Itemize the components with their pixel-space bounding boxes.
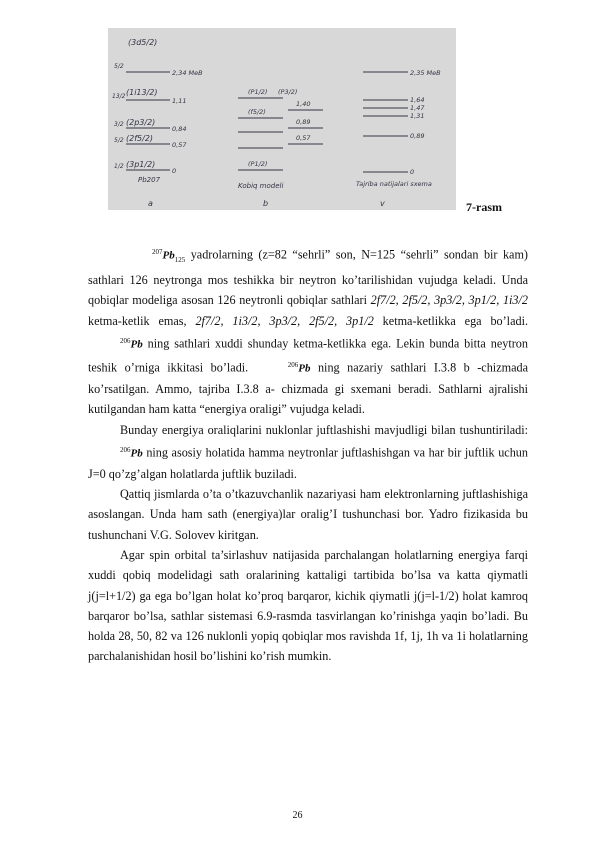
level-sequence-2: 2f7/2, 1i3/2, 3p3/2, 2f5/2, 3p1/2 <box>195 313 374 328</box>
nucleus-pb206-c: $^{206}$Pb <box>120 445 143 460</box>
level-scheme-drawing <box>108 28 456 210</box>
svg-text:(P3/2): (P3/2) <box>278 88 298 96</box>
paragraph-1: $^{207}Pb_{125}$ yadrolarning (z=82 “sehrli” son, N=125 “sehrli” sondan bir kam) sathlari 126 neytronga mos teshikka bir neytron ko’tarilishidan vujudga keladi. Unda qobiqlar modeliga asosan 126 neytronli qobiqlar sathlari 2f7/2, 2f5/2, 3p3/2, 3p1/2, 1i3/2 ketma-ketlik emas, 2f7/2, 1i3/2, 3p3/2, 2f5/2, 3p1/2 ketma-ketlikka ega bo’ladi. $^{206}$Pb ning sathlari xuddi shunday ketma-ketlikka ega. Lekin bunda bitta neytron teshik o’rniga ikkitasi bo’ladi. $^{206}$Pb ning nazariy sathlari I.3.8 b -chizmada ko’rsatilgan. Ammo, tajriba I.3.8 a- chizmada gi sxemani beradi. Sathlarni ajralishi kutilgandan ham katta “energiya oraligi” vujudga keladi. <box>88 242 528 420</box>
right-value-5: 0,89 <box>410 132 425 140</box>
svg-text:5/2: 5/2 <box>114 137 124 144</box>
level-scheme-figure <box>108 28 456 210</box>
svg-text:(P1/2): (P1/2) <box>248 160 268 168</box>
body-text <box>88 242 528 667</box>
svg-text:1,40: 1,40 <box>296 100 311 108</box>
figure-caption: 7-rasm <box>466 200 502 214</box>
svg-text:1/2: 1/2 <box>114 163 124 170</box>
level-energy-2: 1,11 <box>172 97 187 105</box>
svg-text:0,89: 0,89 <box>296 118 311 126</box>
svg-text:(P1/2): (P1/2) <box>248 88 268 96</box>
svg-text:(f5/2): (f5/2) <box>248 108 266 116</box>
level-energy-4: 0,57 <box>172 141 187 149</box>
nucleus-pb206-b: $^{206}$Pb <box>287 360 311 375</box>
right-value-3: 1,47 <box>410 104 425 112</box>
level-state-2: (1i13/2) <box>126 88 158 97</box>
level-sequence-1: 2f7/2, 2f5/2, 3p3/2, 3p1/2, 1i3/2 <box>370 293 529 308</box>
panel-label-a: a <box>148 199 153 208</box>
right-value-1: 2,35 MeB <box>410 69 441 77</box>
right-value-4: 1,31 <box>410 112 425 120</box>
left-bottom-label: Pb207 <box>138 176 161 184</box>
level-state-4: (2f5/2) <box>126 134 154 143</box>
nucleus-pb206: $^{206}$Pb <box>120 337 143 351</box>
level-state-5: (3p1/2) <box>126 160 156 169</box>
middle-caption: Kobiq modeli <box>238 182 284 190</box>
panel-label-b: b <box>263 199 269 208</box>
level-state-3: (2p3/2) <box>126 118 156 127</box>
page-number: 26 <box>292 810 303 821</box>
right-value-6: 0 <box>410 168 415 176</box>
svg-text:13/2: 13/2 <box>112 93 126 100</box>
svg-text:0,57: 0,57 <box>296 134 311 142</box>
paragraph-3: Qattiq jismlarda o’ta o’tkazuvchanlik nazariyasi ham elektronlarning juftlashishiga asoslangan. Unda ham sath (energiya)lar oralig’I tushunchasi bor. Yadro fizikasida bu tushunchani V.G. Solovev kiritgan. <box>88 487 528 542</box>
paragraph-2: Bunday energiya oraliqlarini nuklonlar juftlashishi mavjudligi bilan tushuntiriladi: $^{206}$Pb ning asosiy holatida hamma neytronlar juftlashishgan va har bir juftlik uchun J=0 qo’zg’algan holatlarda juftlik buziladi. <box>88 422 528 481</box>
level-energy-5: 0 <box>172 167 177 175</box>
level-energy-3: 0,84 <box>172 125 187 133</box>
panel-label-v: v <box>380 199 385 208</box>
right-value-2: 1,64 <box>410 96 425 104</box>
nucleus-pb207: $^{207}Pb_{125}$ <box>152 248 186 264</box>
level-energy-1: 2,34 MeB <box>172 69 203 77</box>
svg-text:3/2: 3/2 <box>114 121 124 128</box>
svg-text:5/2: 5/2 <box>114 63 124 70</box>
right-caption: Tajriba natijalari sxema <box>356 180 432 188</box>
level-state-1: (3d5/2) <box>128 38 158 47</box>
paragraph-4: Agar spin orbital ta’sirlashuv natijasida parchalangan holatlarning energiya farqi xuddi qobiq modelidagi sath oralarining kattaligi tartibida bo’lsa va katta qiymatli j(j=l+1/2) ga ega bo’lgan holat ko’proq barqaror, kichik qiymatli j(j=l-1/2) holat kamroq barqaror bo’lsa, sathlar sistemasi 6.9-rasmda tasvirlangan ko’rinishga yaqin bo’ladi. Bu holda 28, 50, 82 va 126 nuklonli yopiq qobiqlar mos ravishda 1f, 1j, 1h va 1i holatlarning parchalanishidan hosil bo’lishini ko’rish mumkin. <box>88 547 528 664</box>
